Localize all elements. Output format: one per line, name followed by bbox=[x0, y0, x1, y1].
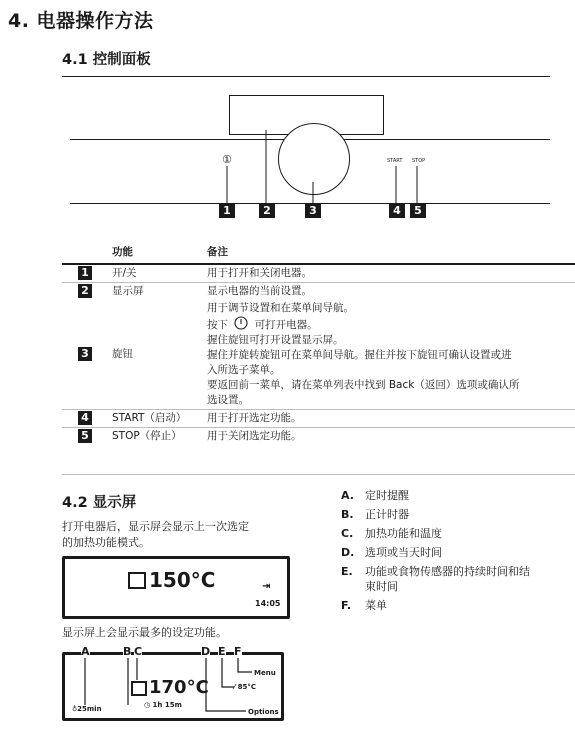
row-function: 旋钮 bbox=[112, 348, 133, 360]
display-temperature: 170°C bbox=[149, 677, 209, 698]
row-function: 开/关 bbox=[112, 267, 137, 279]
end-time-icon: ⇥ bbox=[262, 581, 271, 592]
probe-temperature: ⁄ 85°C bbox=[234, 683, 256, 691]
display-example-full bbox=[62, 645, 284, 721]
row-function: 显示屏 bbox=[110, 283, 205, 301]
header-function: 功能 bbox=[110, 243, 205, 264]
stop-label: STOP bbox=[412, 158, 426, 164]
bell-icon: ♁ bbox=[72, 705, 78, 713]
row-remarks: 显示电器的当前设置。 bbox=[205, 283, 575, 301]
power-icon bbox=[234, 316, 248, 330]
label-f: F bbox=[234, 645, 242, 658]
label-c: C bbox=[134, 645, 143, 658]
probe-icon: ⁄ bbox=[234, 683, 238, 691]
callout-5: 5 bbox=[410, 203, 426, 218]
display-clock: 14:05 bbox=[255, 599, 281, 608]
table-row bbox=[62, 283, 575, 301]
row-function: STOP（停止） bbox=[110, 428, 205, 446]
duration-display: ◷ 1h 15m bbox=[144, 701, 182, 709]
row-remarks: 用于打开选定功能。 bbox=[205, 410, 575, 428]
row-number: 3 bbox=[78, 347, 92, 361]
list-item: A. 定时提醒 bbox=[341, 489, 409, 502]
display-temperature: 150°C bbox=[149, 568, 216, 592]
label-b: B bbox=[123, 645, 132, 658]
table-header bbox=[62, 243, 575, 264]
callout-leader-lines bbox=[0, 0, 575, 230]
list-item: D. 选项或当天时间 bbox=[341, 546, 442, 559]
list-item: C. 加热功能和温度 bbox=[341, 527, 442, 540]
label-a: A bbox=[81, 645, 90, 658]
section-title: 4. 电器操作方法 bbox=[8, 10, 154, 32]
header-remarks: 备注 bbox=[205, 243, 575, 264]
table-bottom-line bbox=[62, 474, 575, 475]
subsection-title-display: 4.2 显示屏 bbox=[62, 495, 137, 511]
table-row bbox=[62, 410, 575, 428]
row-number: 1 bbox=[78, 266, 92, 280]
options-label: Options bbox=[248, 708, 279, 716]
list-item: E. 功能或食物传感器的持续时间和结 束时间 bbox=[341, 565, 530, 593]
list-item: F. 菜单 bbox=[341, 599, 387, 612]
row-remarks: 用于关闭选定功能。 bbox=[205, 428, 575, 446]
row-function: START（启动） bbox=[110, 410, 205, 428]
callout-3: 3 bbox=[305, 203, 321, 218]
row-number: 5 bbox=[78, 429, 92, 443]
row-number: 4 bbox=[78, 411, 92, 425]
table-row bbox=[62, 428, 575, 446]
label-e: E bbox=[218, 645, 226, 658]
display-example-basic bbox=[62, 556, 290, 619]
start-label: START bbox=[387, 158, 403, 164]
callout-4: 4 bbox=[389, 203, 405, 218]
label-d: D bbox=[201, 645, 211, 658]
power-icon: ① bbox=[222, 153, 232, 166]
oven-function-icon bbox=[131, 681, 147, 696]
subsection-title-control-panel: 4.1 控制面板 bbox=[62, 52, 151, 68]
row-number: 2 bbox=[78, 284, 92, 298]
function-table bbox=[62, 243, 575, 445]
list-item: B. 正计时器 bbox=[341, 508, 409, 521]
callout-1: 1 bbox=[219, 203, 235, 218]
row-remarks: 用于调节设置和在菜单间导航。 按下 可打开电器。 握住旋钮可打开设置显示屏。 握住并旋转旋钮可在菜单间导航。握住并按下旋钮可确认设置或进 入所选子菜单。 要返回前一菜单，请在菜单列表中找到 Back（返回）选项或确认所 选设置。 bbox=[207, 302, 520, 406]
oven-function-icon bbox=[128, 572, 146, 589]
display-caption: 显示屏上会显示最多的设定功能。 bbox=[62, 626, 227, 639]
callout-2: 2 bbox=[259, 203, 275, 218]
row-remarks: 用于打开和关闭电器。 bbox=[207, 267, 312, 279]
table-row bbox=[62, 300, 575, 410]
display-legend bbox=[341, 488, 571, 617]
clock-icon: ◷ bbox=[144, 701, 153, 709]
display-intro-line-1: 打开电器后，显示屏会显示上一次选定 bbox=[62, 520, 249, 533]
table-row bbox=[62, 264, 575, 283]
menu-label: Menu bbox=[254, 669, 276, 677]
display-intro-line-2: 的加热功能模式。 bbox=[62, 536, 150, 549]
minute-minder: ♁25min bbox=[72, 705, 102, 713]
